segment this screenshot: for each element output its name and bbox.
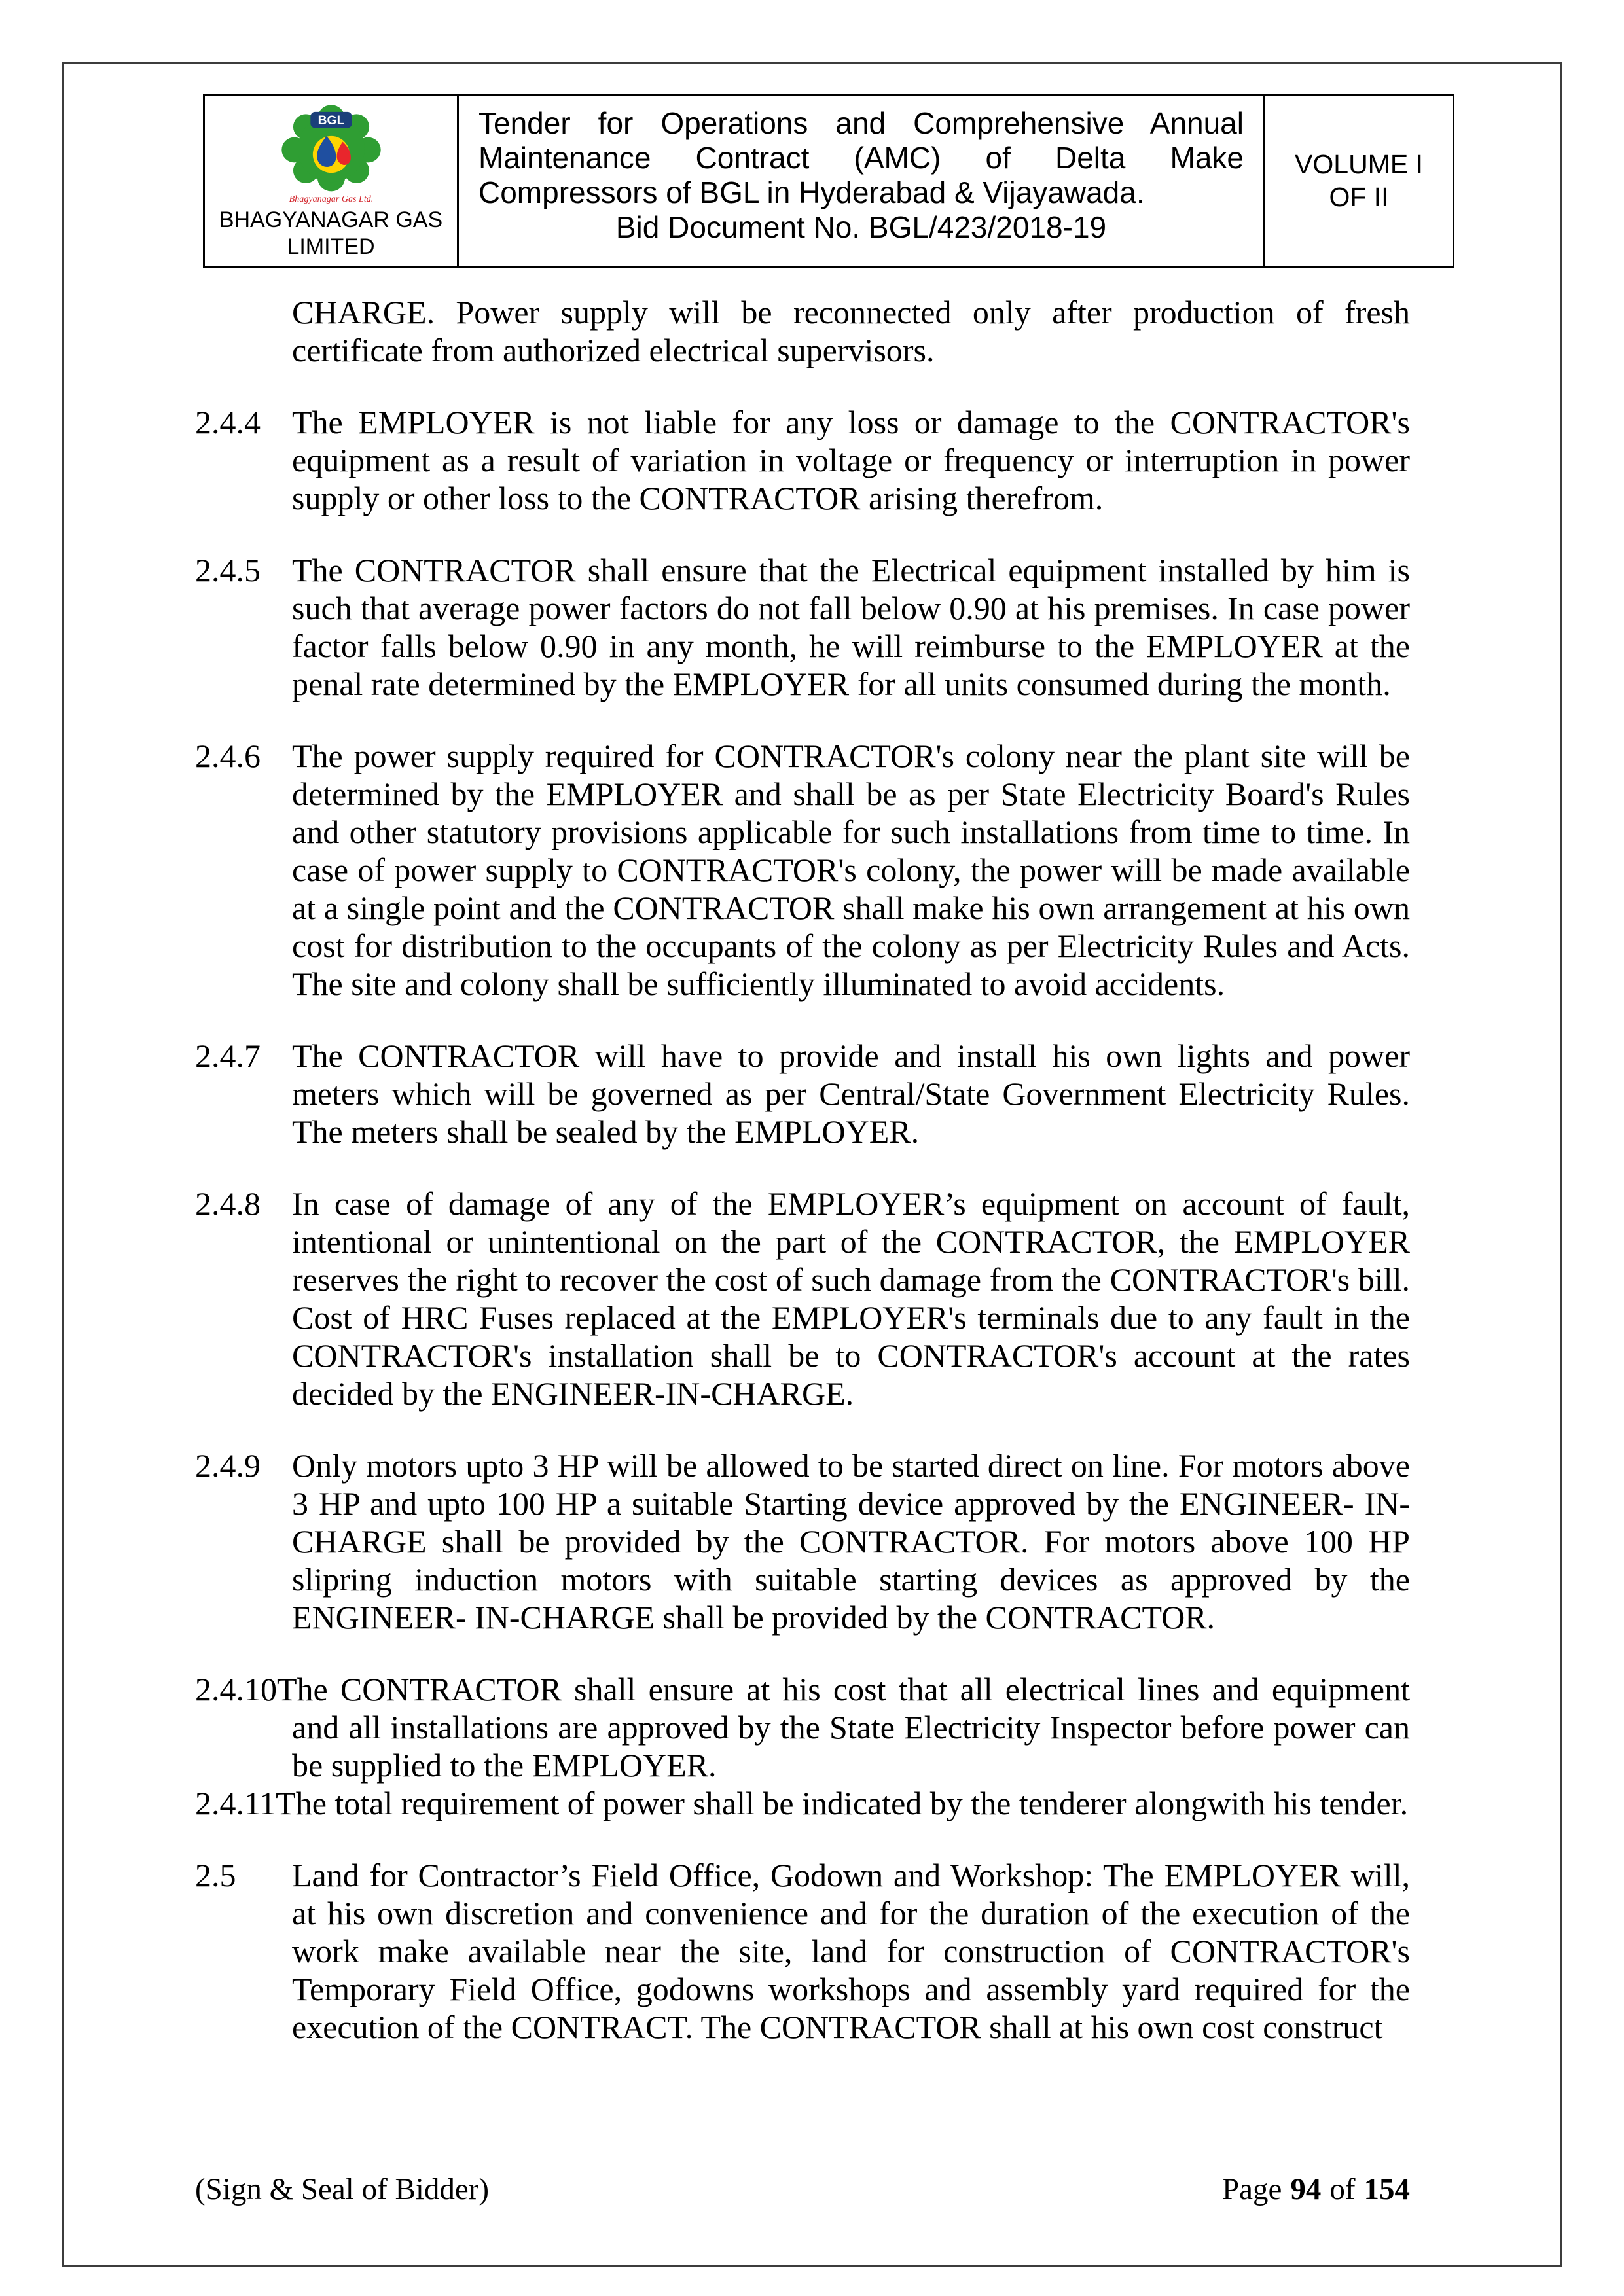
clause-2-4-8	[195, 1185, 1410, 1412]
clause-text: The power supply required for CONTRACTOR's colony near the plant site will be determined by the EMPLOYER and shall be as per State Electricity Board's Rules and other statutory provisions applicable for such installations from time to time. In case of power supply to CONTRACTOR's colony, the power will be made available at a single point and the CONTRACTOR shall make his own arrangement at his own cost for distribution to the occupants of the colony as per Electricity Rules and Acts. The site and colony shall be sufficiently illuminated to avoid accidents.	[292, 738, 1410, 1002]
document-body	[195, 293, 1410, 2080]
total-pages: 154	[1363, 2172, 1410, 2206]
volume-cell	[1265, 96, 1453, 266]
clause-number: 2.4.10	[195, 1671, 277, 1708]
clause-2-4-10	[195, 1670, 1410, 1784]
clause-text: In case of damage of any of the EMPLOYER’s equipment on account of fault, intentional or unintentional on the part of the CONTRACTOR, the EMPLOYER reserves the right to recover the cost of such damage from the CONTRACTOR's bill. Cost of HRC Fuses replaced at the EMPLOYER's terminals due to any fault in the CONTRACTOR's installation shall be to CONTRACTOR's account at the rates decided by the ENGINEER-IN-CHARGE.	[292, 1185, 1410, 1412]
clause-number: 2.4.5	[195, 552, 261, 588]
clause-text: Land for Contractor’s Field Office, Godown and Workshop: The EMPLOYER will, at his own discretion and convenience and for the duration of the execution of the work make available near the site, land for construction of CONTRACTOR's Temporary Field Office, godowns workshops and assembly yard required for the execution of the CONTRACT. The CONTRACTOR shall at his own cost construct	[292, 1857, 1410, 2045]
logo-acronym: BGL	[317, 113, 344, 128]
clause-number: 2.5	[195, 1857, 236, 1893]
logo-caption: Bhagyanagar Gas Ltd.	[289, 194, 373, 205]
company-name-line2: LIMITED	[287, 234, 375, 259]
page-footer	[195, 2172, 1410, 2208]
clause-2-4-4	[195, 403, 1410, 517]
clause-number: 2.4.4	[195, 404, 261, 440]
clause-number: 2.4.11	[195, 1785, 276, 1821]
clause-2-4-6	[195, 737, 1410, 1003]
logo-cell	[205, 96, 459, 266]
volume-line2: OF II	[1329, 182, 1389, 212]
page-number: 94	[1290, 2172, 1322, 2206]
header-table	[203, 94, 1454, 268]
page-reference	[1222, 2172, 1410, 2208]
bid-document-number: Bid Document No. BGL/423/2018-19	[615, 210, 1107, 244]
clause-2-4-11	[195, 1784, 1410, 1822]
clause-2-5	[195, 1856, 1410, 2046]
company-name	[219, 207, 442, 260]
clause-text: The CONTRACTOR shall ensure that the Electrical equipment installed by him is such that average power factors do not fall below 0.90 at his premises. In case power factor falls below 0.90 in any month, he will reimburse to the EMPLOYER at the penal rate determined by the EMPLOYER for all units consumed during the month.	[292, 552, 1410, 702]
intro-paragraph: CHARGE. Power supply will be reconnected only after production of fresh certificate from authorized electrical supervisors.	[292, 294, 1410, 368]
volume-line1: VOLUME I	[1295, 149, 1423, 179]
of-word: of	[1329, 2172, 1356, 2206]
clause-2-4-7	[195, 1037, 1410, 1151]
company-name-line1: BHAGYANAGAR GAS	[219, 207, 443, 232]
clause-text: The total requirement of power shall be indicated by the tenderer alongwith his tender.	[276, 1785, 1409, 1821]
clause-number: 2.4.6	[195, 738, 261, 774]
page-word: Page	[1221, 2172, 1282, 2206]
clause-number: 2.4.7	[195, 1037, 261, 1074]
clause-2-4-5	[195, 551, 1410, 703]
clause-2-4-9	[195, 1446, 1410, 1636]
sign-seal-label: (Sign & Seal of Bidder)	[195, 2172, 490, 2206]
clause-text: Only motors upto 3 HP will be allowed to be started direct on line. For motors above 3 HP and upto 100 HP a suitable Starting device approved by the ENGINEER- IN-CHARGE shall be provided by the CONTRACTOR. For motors above 100 HP slipring induction motors with suitable starting devices as approved by the ENGINEER- IN-CHARGE shall be provided by the CONTRACTOR.	[292, 1447, 1410, 1636]
bgl-logo-icon	[274, 103, 389, 206]
clause-text: The CONTRACTOR will have to provide and install his own lights and power meters which will be governed as per Central/State Government Electricity Rules. The meters shall be sealed by the EMPLOYER.	[292, 1037, 1410, 1150]
title-cell	[459, 96, 1265, 266]
clause-text: The EMPLOYER is not liable for any loss or damage to the CONTRACTOR's equipment as a result of variation in voltage or frequency or interruption in power supply or other loss to the CONTRACTOR arising therefrom.	[292, 404, 1410, 516]
clause-text: The CONTRACTOR shall ensure at his cost that all electrical lines and equipment and all installations are approved by the State Electricity Inspector before power can be supplied to the EMPLOYER.	[277, 1671, 1410, 1784]
tender-title: Tender for Operations and Comprehensive Annual Maintenance Contract (AMC) of Delta Make Compressors of BGL in Hyderabad & Vijayawada.	[478, 106, 1244, 209]
clause-number: 2.4.8	[195, 1185, 261, 1222]
clause-number: 2.4.9	[195, 1447, 261, 1484]
